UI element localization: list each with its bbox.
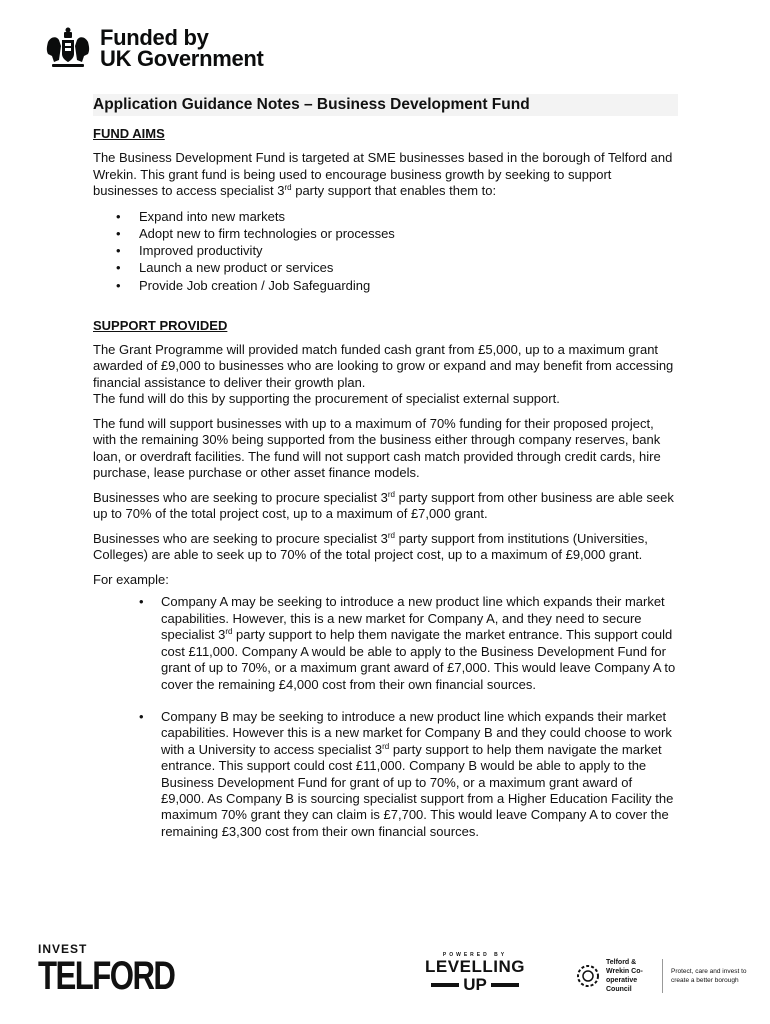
levelling-bar-left xyxy=(431,983,459,987)
logo-line-2: UK Government xyxy=(100,46,264,71)
council-emblem-icon xyxy=(574,962,602,990)
council-tagline: Protect, care and invest to create a better borough xyxy=(671,968,747,984)
document-title: Application Guidance Notes – Business Development Fund xyxy=(93,94,678,116)
example-intro: For example: xyxy=(93,571,169,587)
document-body xyxy=(93,94,678,856)
footer-logos xyxy=(0,938,770,1018)
fund-aims-heading: FUND AIMS xyxy=(93,126,165,141)
support-paragraph-4: Businesses who are seeking to procure specialist 3rd party support from institutions (Universities, Colleges) are able to seek up to 70% of the total project cost, up to a maximum of £9,000 grant. xyxy=(93,530,648,563)
examples-list xyxy=(93,594,678,840)
list-item: • Improved productivity xyxy=(93,242,678,259)
support-paragraph-3: Businesses who are seeking to procure specialist 3rd party support from other business are able seek up to 70% of the total project cost, up to a maximum of £7,000 grant. xyxy=(93,489,674,522)
levelling-bar-right xyxy=(491,983,519,987)
list-item: • Launch a new product or services xyxy=(93,259,678,276)
fund-aims-intro: The Business Development Fund is targeted at SME businesses based in the borough of Telford and Wrekin. This grant fund is being used to encourage business growth by seeking to support businesses to access specialist 3rd party support that enables them to: xyxy=(93,150,673,198)
telford-word: TELFORD xyxy=(38,954,175,998)
levelling-word: LEVELLING xyxy=(425,957,525,976)
list-item: • Adopt new to firm technologies or processes xyxy=(93,225,678,242)
council-name: Telford & Wrekin Co-operative Council xyxy=(606,959,643,993)
list-item: • Company B may be seeking to introduce a new product line which expands their market capabilities. However this is a new market for Company B and they could choose to work with a University to access specialist 3rd party support to help them navigate the market entrance. This support could cost £11,000. Company B would be able to apply to the Business Development Fund for grant of up to 70%, or a maximum grant award of £9,000. As Company B is sourcing specialist support from a Higher Education Facility the maximum 70% grant they can claim is £7,700. This would leave Company A to cover the remaining £3,300 cost from their own financial sources. xyxy=(93,709,678,840)
support-paragraph-1b: The fund will do this by supporting the procurement of specialist external support. xyxy=(93,391,560,407)
divider xyxy=(662,959,663,993)
list-item: • Company A may be seeking to introduce a new product line which expands their market capabilities. However, this is a new market for Company A, and they need to secure specialist 3rd party support to help them navigate the market entrance. This support could cost £11,000. Company A would be able to apply to the Business Development Fund for grant of up to 70%, or a maximum grant award of £7,000. This would leave Company A to cover the remaining £4,000 cost from their own financial sources. xyxy=(93,594,678,692)
up-word: UP xyxy=(463,975,487,994)
levelling-up-logo xyxy=(420,952,530,994)
logo-line-1: Funded by xyxy=(100,25,209,50)
powered-by-label: POWERED BY xyxy=(442,952,508,958)
support-paragraph-2: The fund will support businesses with up to a maximum of 70% funding for their proposed project, with the remaining 30% being supported from the business either through company reserves, bank loan, or overdraft facilities. The fund will not support cash match provided through credit cards, hire purchase, lease purchase or other asset finance models. xyxy=(93,415,661,481)
support-provided-heading: SUPPORT PROVIDED xyxy=(93,317,228,333)
invest-word: INVEST xyxy=(38,942,88,956)
list-item: • Expand into new markets xyxy=(93,208,678,225)
fund-aims-list xyxy=(93,208,678,294)
list-item: • Provide Job creation / Job Safeguarding xyxy=(93,277,678,294)
invest-telford-logo xyxy=(38,942,213,996)
royal-coat-of-arms-icon xyxy=(44,26,92,70)
funded-by-uk-government-logo xyxy=(44,26,264,70)
telford-wrekin-council-logo xyxy=(574,958,756,994)
support-paragraph-1: The Grant Programme will provided match funded cash grant from £5,000, up to a maximum grant awarded of £9,000 to businesses who are looking to grow or expand and may benefit from accessing financial assistance to deliver their growth plan. xyxy=(93,341,674,390)
